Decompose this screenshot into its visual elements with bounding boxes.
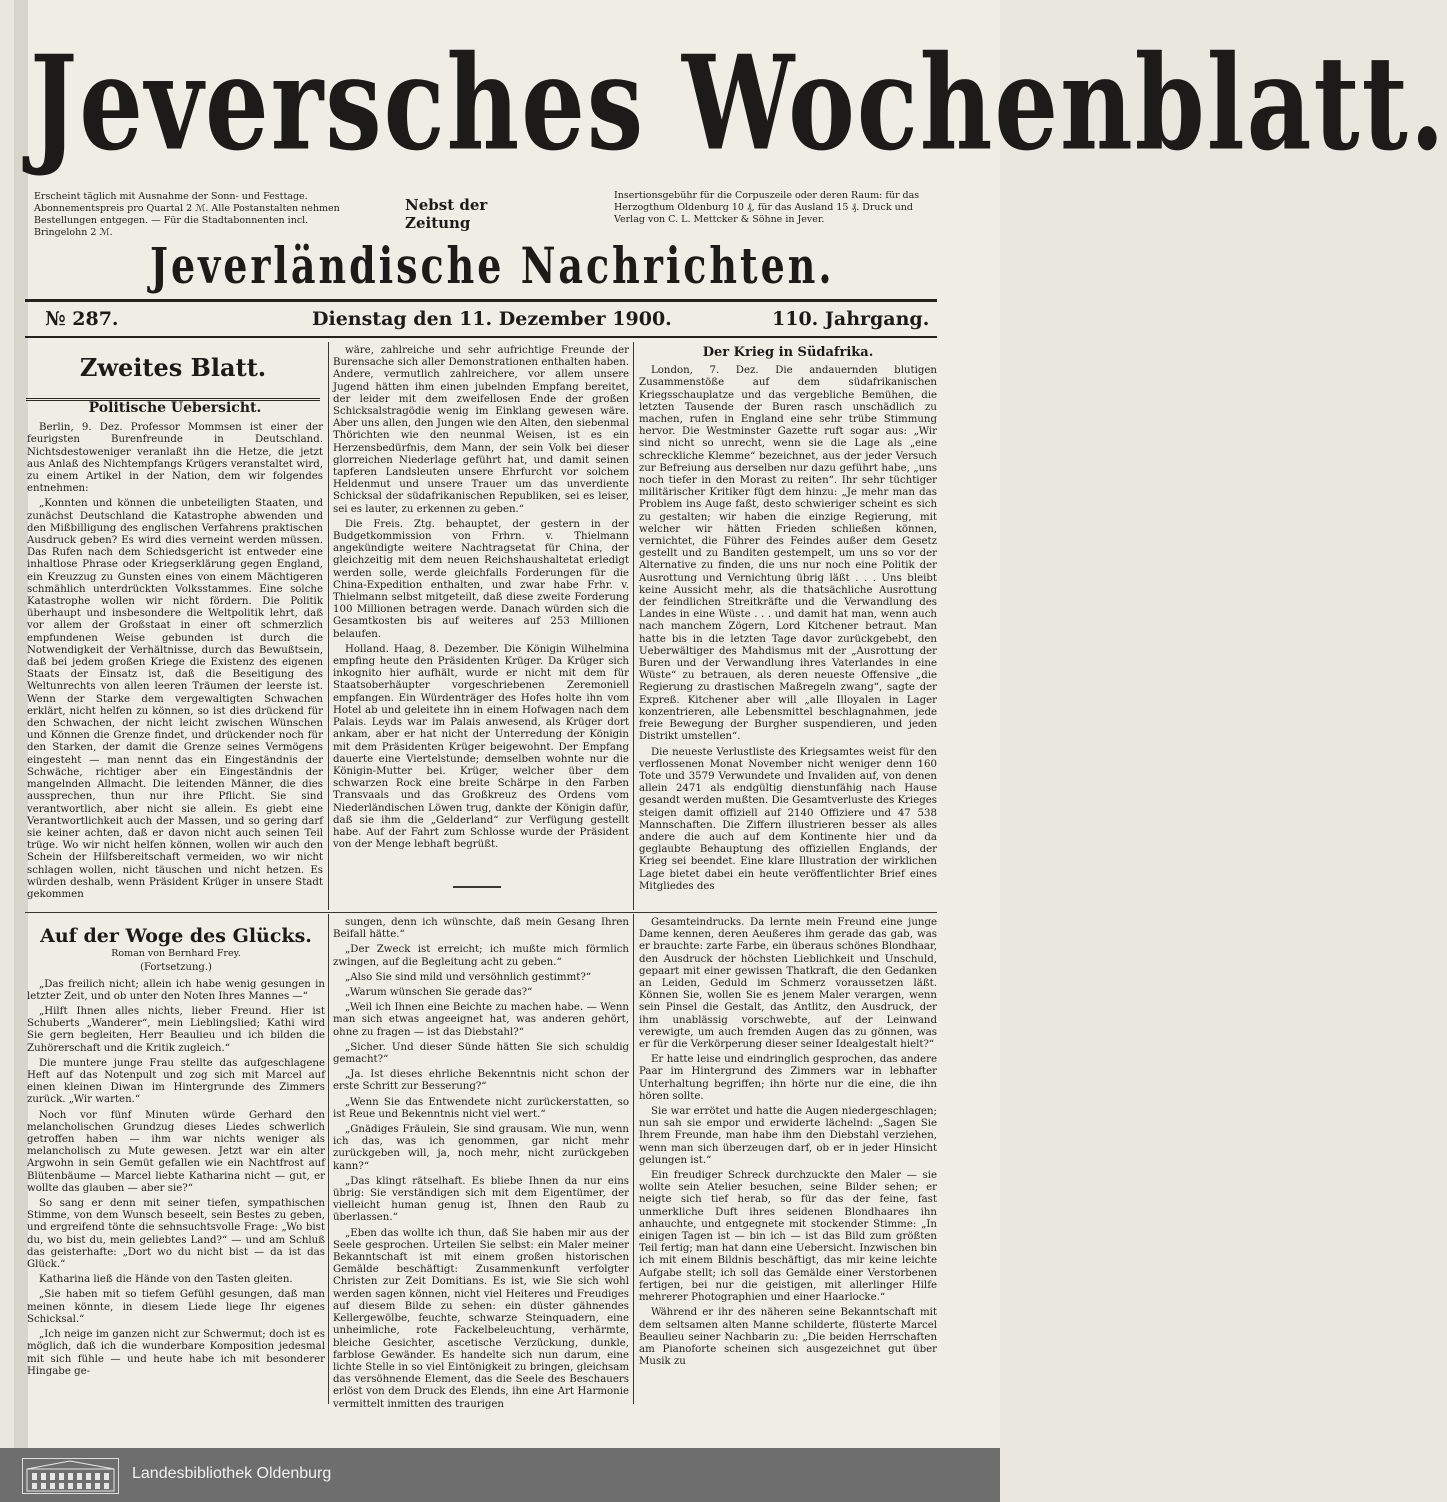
library-name: Landesbibliothek Oldenburg: [132, 1465, 332, 1482]
novel-continued: (Fortsetzung.): [140, 962, 212, 974]
column-divider: [633, 914, 634, 1404]
novel-column-3: [639, 917, 937, 1402]
paragraph: Sie war errötet und hatte die Augen niedergeschlagen; nun sah sie empor und erwiderte lächelnd: „Sagen Sie Ihrem Freunde, man habe ihm den Diebstahl verziehen, wenn man sich überzeugen darf, ob er in jeder Hinsicht gelungen ist.“: [639, 1106, 937, 1166]
paragraph: „Der Zweck ist erreicht; ich mußte mich förmlich zwingen, auf die Begleitung acht zu geben.“: [333, 944, 629, 968]
paragraph: Die neueste Verlustliste des Kriegsamtes weist für den verflossenen Monat November nicht weniger denn 160 Tote und 3579 Verwundete und Invaliden auf, von denen allein 2471 als endgültig dienstunfähig nach Hause gesandt werden mußten. Die Gesamtverluste des Krieges steigen damit offiziell auf 2140 Offiziere und 47 538 Mannschaften. Die Ziffern illustrieren besser als alles andere die auch auf dem Kontinente hier und da geglaubte Behauptung des offiziellen Englands, der Krieg sei beendet. Eine klare Illustration der wirklichen Lage bietet dabei ein heute veröffentlichter Brief eines Mitgliedes des: [639, 746, 937, 892]
paragraph: Ein freudiger Schreck durchzuckte den Maler — sie wollte sein Atelier besuchen, seine Bilder sehen; er neigte sich tief herab, so für das der feine, fast unmerkliche Duft ihres seidenen Blondhaares ihn anhauchte, und entgegnete mit stockender Stimme: „In einigen Tagen ist — bin ich — ist das Bild zum größten Teil fertig; man hat dann eine Uebersicht. Inzwischen bin ich mit einem Bildnis beschäftigt, das mir keine leichte Aufgabe stellt; ich soll das Gemälde einer Verstorbenen fertigen, bei nur die geistigen, mit allerlinger Hilfe mehrerer Photographien und einer Haarlocke.“: [639, 1170, 937, 1304]
paragraph: „Warum wünschen Sie gerade das?“: [345, 987, 533, 999]
column-war: [639, 347, 937, 910]
paragraph: Die Freis. Ztg. behauptet, der gestern in der Budgetkommission von Frhrn. v. Thielmann angekündigte weitere Nachtragsetat für China, der gleichzeitig mit dem neuen Reichshaushaltetat erledigt werden solle, werde gleichfalls Forderungen für die China-Expedition enthalten, und zwar habe Frhr. v. Thielmann selbst mitgeteilt, daß diese zweite Forderung 100 Millionen betragen werde. Danach würden sich die Gesamtkosten bis auf weiteres auf 253 Millionen belaufen.: [333, 518, 629, 640]
politics-heading: Politische Uebersicht.: [88, 400, 262, 416]
paragraph: Die muntere junge Frau stellte das aufgeschlagene Heft auf das Notenpult und zog sich mit Marcel auf einen kleinen Diwan im Hintergrunde des Zimmers zurück. „Wir warten.“: [27, 1057, 325, 1106]
second-sheet-title: Zweites Blatt.: [26, 348, 320, 401]
paragraph: Berlin, 9. Dez. Professor Mommsen ist einer der feurigsten Burenfreunde in Deutschland. Nichtsdestoweniger veranlaßt ihn die Hetze, die jetzt aus Anlaß des Nichtempfangs Krügers veranstaltet wird, zu einem Artikel in der Nation, dem wir folgendes entnehmen:: [27, 422, 323, 495]
novel-column-2: [333, 917, 629, 1410]
short-divider: [453, 886, 501, 888]
novel-title: Auf der Woge des Glücks.: [40, 925, 312, 947]
paragraph: „Ja. Ist dieses ehrliche Bekenntnis nicht schon der erste Schritt zur Besserung?“: [333, 1069, 629, 1093]
paragraph: „Sicher. Und dieser Sünde hätten Sie sich schuldig gemacht?“: [333, 1041, 629, 1066]
masthead-title: Jeversches Wochenblatt.: [30, 26, 1447, 180]
paragraph: „Sie haben mit so tiefem Gefühl gesungen, daß man meinen könnte, in diesem Liede liege Ihr eigenes Schicksal.“: [27, 1289, 325, 1325]
issue-number: № 287.: [45, 308, 119, 330]
paragraph: London, 7. Dez. Die andauernden blutigen Zusammenstöße auf dem südafrikanischen Kriegsschauplatze und das vergebliche Bemühen, die letzten Tausende der Buren rasch unschädlich zu machen, rufen in England eine sehr trübe Stimmung hervor. Die Westminster Gazette ruft sogar aus: „Wir sind nicht so unrecht, wenn sie die Lage als „eine schreckliche Klemme“ bezeichnet, aus der jeder Versuch zur Befreiung aus derselben nur dazu geführt habe, „uns noch tiefer in den Morast zu reiten“. Ihr sehr tüchtiger militärischer Kritiker fügt dem hinzu: „Je mehr man das Problem ins Auge faßt, desto schwieriger scheint es sich zu gestalten; wir haben die einzige Regierung, mit welcher wir hätten Frieden schließen können, vernichtet, die Führer des Feindes außer dem Gesetz gestellt und zu Banditen gestempelt, um uns so vor der Alternative zu finden, die uns nur noch eine Politik der Ausrottung und Vernichtung übrig läßt . . . Uns bleibt keine Aussicht mehr, als die thatsächliche Ausrottung der feindlichen Streitkräfte und die Verwandlung des Landes in eine Wüste . . . und damit hat man, wenn auch nach manchem Zögern, Lord Kitchener betraut. Man hatte bis in die letzten Tage davor zurückgebebt, den Ueberwältiger des Mahdismus mit der „Ausrottung der Buren und der Verwandlung ihres Vaterlandes in eine Wüste“ zu betrauen, als deren neueste Offensive „die Regierung zu drastischen Maßregeln zwang“, sagte der Expreß. Kitchener aber will „alle Illoyalen in Lager konzentrieren, alle Lebensmittel beschlagnahmen, jede freie Bewegung der Burgher suspendieren, und jeden Distrikt umstellen“.: [639, 365, 937, 743]
paragraph: Katharina ließ die Hände von den Tasten gleiten.: [39, 1274, 293, 1286]
column-news: [333, 345, 629, 885]
page-edge: [14, 0, 28, 1448]
paragraph: Holland. Haag, 8. Dezember. Die Königin Wilhelmina empfing heute den Präsidenten Krüger. Da Krüger sich inkognito hier aufhält, wurde er nicht mit dem für Staatsoberhäupter vorgeschriebenen Zeremoniell empfangen. Ein Würdenträger des Hofes holte ihn vom Hotel ab und geleitete ihn in einem Hofwagen nach dem Palais. Leyds war im Palais anwesend, als Krüger dort ankam, aber er hat nicht der Unterredung der Königin mit dem Präsidenten Krüger beigewohnt. Der Empfang dauerte eine Viertelstunde; demselben wohnte nur die Königin-Mutter bei. Krüger, welcher über dem schwarzen Rock eine breite Schärpe in den Farben Transvaals und das Großkreuz des Ordens vom Niederländischen Löwen trug, dankte der Königin dafür, daß sie ihm die „Gelderland“ zur Verfügung gestellt habe. Auf der Fahrt zum Schlosse wurde der Präsident von der Menge lebhaft begrüßt.: [333, 643, 629, 851]
novel-byline: Roman von Bernhard Frey.: [111, 948, 241, 960]
paragraph: sungen, denn ich wünschte, daß mein Gesang Ihren Beifall hätte.“: [333, 917, 629, 941]
library-footer: [0, 1448, 1000, 1502]
dateline-top-rule: [25, 299, 937, 302]
column-divider: [328, 914, 329, 1404]
nebst-der-zeitung: Nebst der Zeitung: [405, 196, 488, 232]
library-building-icon: [22, 1458, 119, 1494]
paragraph: „Weil ich Ihnen eine Beichte zu machen habe. — Wenn man sich etwas angeeignet hat, was anderen gehört, ohne zu fragen — ist das Diebstahl?“: [333, 1002, 629, 1038]
insertion-info: Insertionsgebühr für die Corpuszeile oder deren Raum: für das Herzogthum Oldenburg 10 ₰, für das Ausland 15 ₰. Druck und Verlag von C. L. Mettcker & Söhne in Jever.: [614, 190, 920, 225]
paragraph: „Wenn Sie das Entwendete nicht zurückerstatten, so ist Reue und Bekenntnis nicht viel wert.“: [333, 1096, 629, 1120]
war-heading: Der Krieg in Südafrika.: [702, 345, 874, 360]
subscription-info: Erscheint täglich mit Ausnahme der Sonn- und Festtage. Abonnementspreis pro Quartal 2 ℳ. Alle Postanstalten nehmen Bestellungen entgegen. — Für die Stadtabonnenten incl. Bringelohn 2 ℳ.: [34, 191, 340, 238]
issue-date: Dienstag den 11. Dezember 1900.: [312, 308, 672, 330]
paragraph: Während er ihr des näheren seine Bekanntschaft mit dem seltsamen alten Manne schilderte, flüsterte Marcel Beaulieu seiner Nachbarin zu: „Die beiden Herrschaften am Pianoforte scheinen sich ausgezeichnet gut über Musik zu: [639, 1307, 937, 1368]
paragraph: Er hatte leise und eindringlich gesprochen, das andere Paar im Hintergrund des Zimmers war in lebhafter Unterhaltung begriffen; ihn hörte nur die eine, die ihn hören sollte.: [639, 1054, 937, 1102]
column-politics: [27, 402, 323, 907]
novel-column-1: [27, 925, 325, 1402]
paragraph: „Eben das wollte ich thun, daß Sie haben mir aus der Seele gesprochen. Urteilen Sie selbst: ein Maler meiner Bekanntschaft ist mit einem großen historischen Gemälde beschäftigt: Zusammenkunft verfolgter Christen zur Zeit Domitians. Es ist, wie Sie sich wohl werden sagen können, nicht viel Heiteres und Freudiges auf diesem Bilde zu sehen: ein düster gähnendes Kellergewölbe, feuchte, schwarze Steinquadern, eine unheimliche, rote Fackelbeleuchtung, verhärmte, bleiche Gesichter, ascetische Verzückung, dunkle, farblose Gewänder. Es handelte sich nun darum, eine lichte Stelle in so viel Eintönigkeit zu bringen, gleichsam das versöhnende Element, das die Seele des Beschauers erlöst von dem Druck des Elends, ihn eine Art Harmonie vermittelt inmitten des traurigen: [333, 1227, 629, 1410]
paragraph: So sang er denn mit seiner tiefen, sympathischen Stimme, von dem Wunsch beseelt, sein Bestes zu geben, und ergreifend tönte die sehnsuchtsvolle Frage: „Wo bist du, wo bist du, mein geliebtes Land?“ — und am Schluß das geisterhafte: „Dort wo du nicht bist — da ist das Glück.“: [27, 1198, 325, 1271]
column-divider: [328, 342, 329, 910]
feuilleton-rule: [25, 912, 937, 913]
paragraph: „Das freilich nicht; allein ich habe wenig gesungen in letzter Zeit, und ob unter den Noten Ihres Mannes —“: [27, 978, 325, 1002]
paragraph: „Konnten und können die unbeteiligten Staaten, und zunächst Deutschland die Katastrophe abwenden und den Mißbilligung des englischen Verfahrens praktischen Ausdruck geben? Es wird dies verneint werden müssen. Das Rufen nach dem Schiedsgericht ist entweder eine inhaltlose Phrase oder Kriegserklärung gegen England, ein Kreuzzug zu Gunsten eines von einem Mächtigeren schmählich unterdrückten Volksstammes. Eine solche Katastrophe wollen wir nicht fördern. Die Politik überhaupt und insbesondere die Weltpolitik lehrt, daß vor allem der Großstaat in einer oft schmerzlich empfundenen Weise gebunden ist durch die Notwendigkeit der Verhältnisse, durch das Bewußtsein, daß bei jedem großen Kriege die Existenz des eigenen Staats der Einsatz ist, daß die Beseitigung des Weltunrechts von allen leeren Träumen der leerste ist. Wenn der Starke dem vergewaltigten Schwachen erklärt, nicht helfen zu können, so ist dies drückend für den Schwachen, der nicht leicht zwischen Wünschen und Können die Grenze findet, und drückender noch für den Starken, der damit die Grenze seines Vermögens eingesteht — man nennt das ein Eingeständnis der Schwäche, richtiger aber ein Eingeständnis der mangelnden Allmacht. Die leitenden Männer, die dies aussprechen, thun nur ihre Pflicht. Sie sind verantwortlich, aber nicht sie allein. Es giebt eine Verantwortlichkeit auch der Massen, und so gering darf sie keiner achten, daß er davon nicht auch seinen Teil trüge. Wo wir nicht helfen können, wollen wir auch den Schein der Hilfsbereitschaft vermeiden, wo wir nicht schlagen wollen, nicht täuschen und nicht hetzen. Es würden deshalb, wenn Präsident Krüger in unsere Stadt gekommen: [27, 498, 323, 900]
paragraph: „Ich neige im ganzen nicht zur Schwermut; doch ist es möglich, daß ich die wunderbare Komposition jedesmal mit sich fühle — und heute habe ich mit besonderer Hingabe ge-: [27, 1329, 325, 1377]
paragraph: „Also Sie sind mild und versöhnlich gestimmt?“: [345, 971, 591, 983]
paragraph: „Das klingt rätselhaft. Es bliebe Ihnen da nur eins übrig: Sie verständigen sich mit dem Eigentümer, der vielleicht human genug ist, Ihnen den Raub zu überlassen.“: [333, 1175, 629, 1224]
paragraph: „Gnädiges Fräulein, Sie sind grausam. Wie nun, wenn ich das, was ich genommen, gar nicht mehr zurückgeben will, ja, noch mehr, nicht zurückgeben kann?“: [333, 1124, 629, 1172]
paragraph: „Hilft Ihnen alles nichts, lieber Freund. Hier ist Schuberts „Wanderer“, mein Lieblingslied; Kathi wird Sie gern begleiten, Herr Beaulieu und ich bilden die Zuhörerschaft und die Kritik zugleich.“: [27, 1006, 325, 1054]
volume-number: 110. Jahrgang.: [772, 308, 930, 330]
paragraph: wäre, zahlreiche und sehr aufrichtige Freunde der Burensache sich aller Demonstrationen enthalten haben. Andere, vermutlich zahlreichere, vor allem unsere Jugend hätten ihm einen jubelnden Empfang bereitet, der leider mit dem zweifellosen Ende der großen Schicksalstragödie wenig im Einklang gewesen wäre. Aber uns allen, den Jungen wie den Alten, den siebenmal Thörichten wie den neunmal Weisen, ist es ein Herzensbedürfnis, dem Mann, der sein Volk bei dieser glorreichen Niederlage geführt hat, und damit seinen tapferen Landsleuten unsere Ehrfurcht vor solchem Heldenmut und unsere Trauer um das unverdiente Schicksal der südafrikanischen Republiken, sei es leiser, sei es lauter, zu erkennen zu geben.“: [333, 345, 629, 515]
masthead-subtitle: Jeverländische Nachrichten.: [150, 236, 835, 295]
paragraph: Noch vor fünf Minuten würde Gerhard den melancholischen Grundzug dieses Liedes schwerlich getroffen haben — ihm war nichts weniger als melancholisch zu Mute gewesen. Jetzt war ein alter Argwohn in sein Gemüt gefallen wie ein Nachtfrost auf Blütenbäume — Marcel liebte Katharina nicht — gut, er wollte das glauben — aber sie?“: [27, 1109, 325, 1194]
paragraph: Gesamteindrucks. Da lernte mein Freund eine junge Dame kennen, deren Aeußeres ihm gerade das gab, was er brauchte: zarte Farbe, ein überaus schönes Blondhaar, den Ausdruck der höchsten Lieblichkeit und Unschuld, gepaart mit einer gewissen Thatkraft, die den Gedanken an Leiden, Geduld im Schmerz voraussetzen läßt. Können Sie, wollen Sie es jenem Maler verargen, wenn sein Pinsel die Gestalt, das Antlitz, den Ausdruck, der ihm unablässig vorschwebte, auf der Leinwand verewigte, um auch fremden Augen das zu gönnen, was er für die Verkörperung dieser seiner Idealgestalt hielt?“: [639, 917, 937, 1051]
column-divider: [633, 342, 634, 910]
dateline-bottom-rule: [25, 336, 937, 338]
